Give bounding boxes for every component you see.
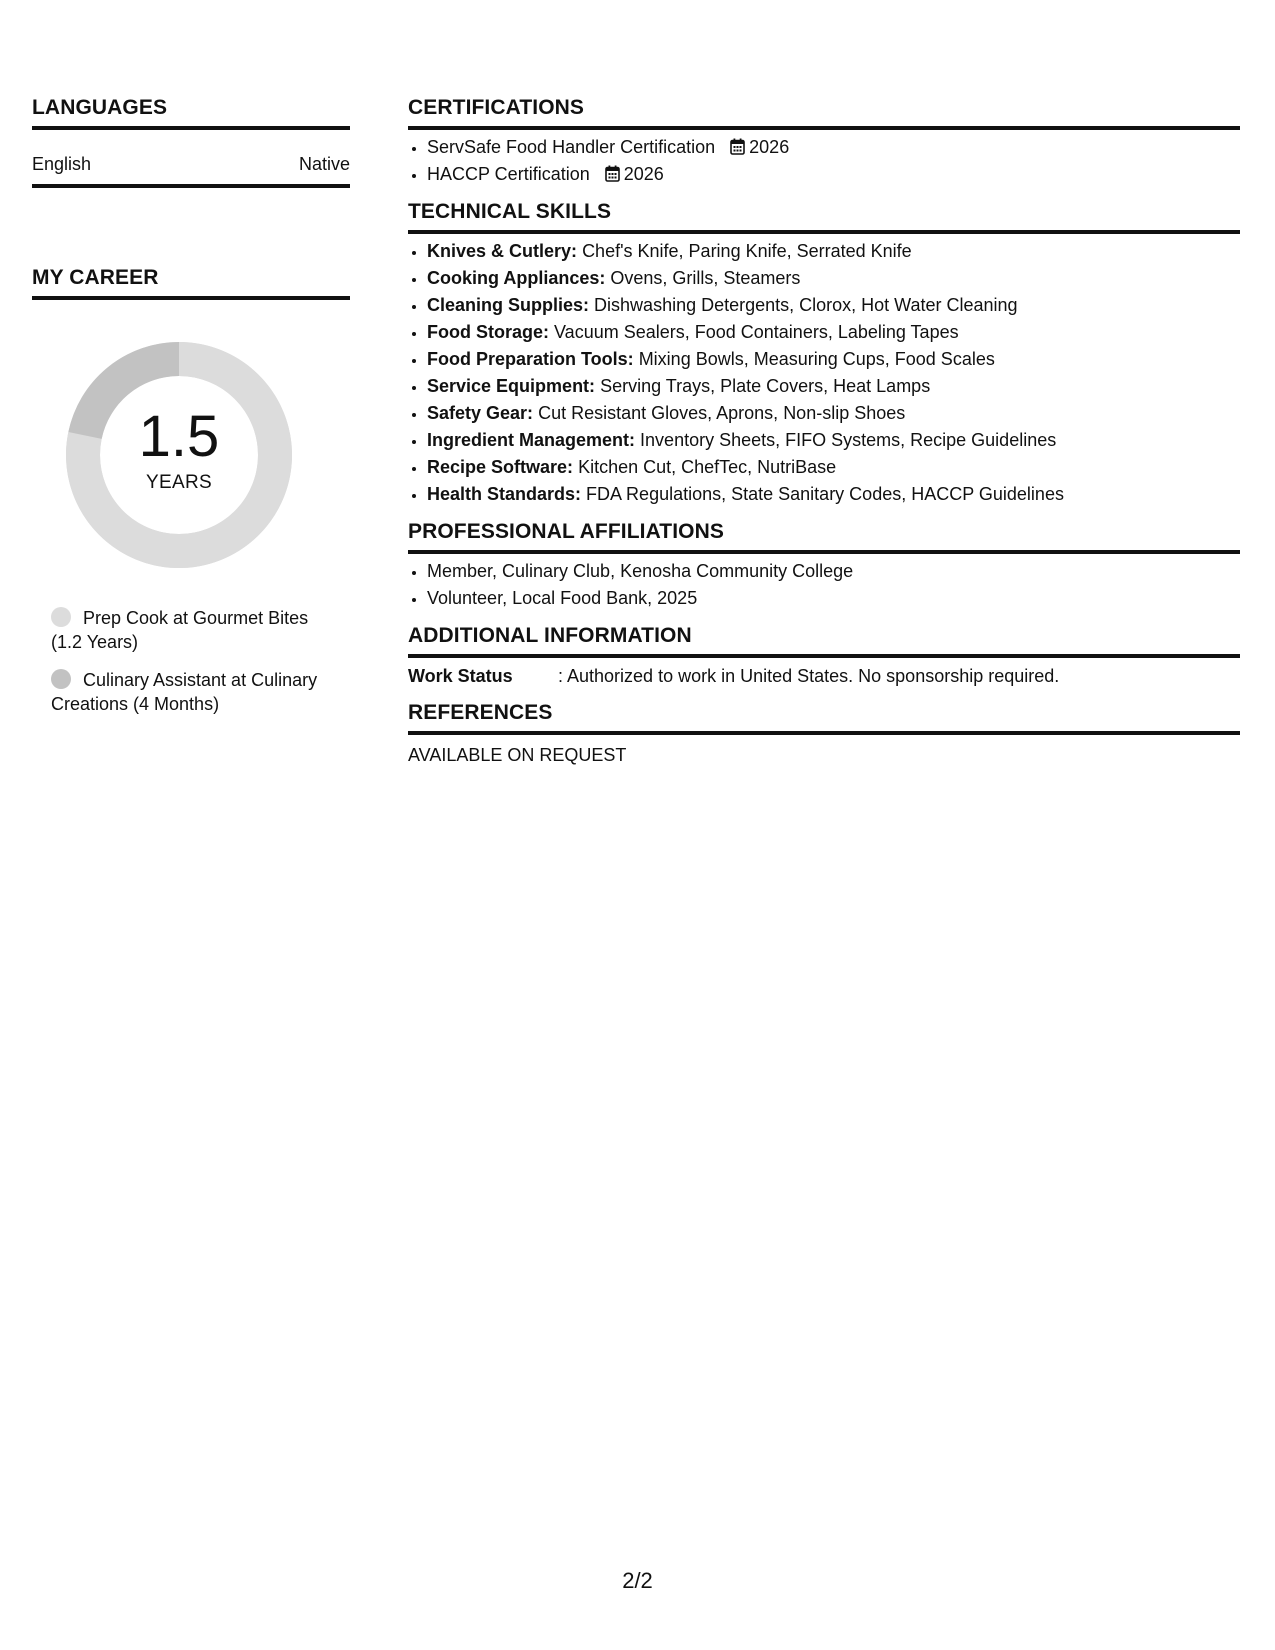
technical-skills-list: [408, 234, 1240, 520]
career-donut-chart: [66, 342, 292, 568]
skill-label: Ingredient Management:: [427, 430, 636, 450]
skill-label: Cooking Appliances:: [427, 268, 606, 288]
work-status-row: [408, 658, 1240, 701]
technical-skills-section: [408, 200, 1240, 520]
skill-label: Knives & Cutlery:: [427, 241, 578, 261]
skill-value: FDA Regulations, State Sanitary Codes, HACCP Guidelines: [586, 484, 1064, 504]
language-row: [32, 130, 350, 188]
skill-item: [427, 481, 1240, 508]
skill-item: [427, 292, 1240, 319]
skill-value: Inventory Sheets, FIFO Systems, Recipe Guidelines: [640, 430, 1057, 450]
skill-value: Chef's Knife, Paring Knife, Serrated Knife: [582, 241, 912, 261]
career-total-unit: YEARS: [146, 472, 212, 493]
skill-item: [427, 373, 1240, 400]
career-heading: MY CAREER: [32, 266, 350, 300]
legend-label: Prep Cook at Gourmet Bites (1.2 Years): [51, 608, 309, 652]
skill-item: [427, 265, 1240, 292]
certification-year: 2026: [749, 137, 790, 157]
skill-label: Service Equipment:: [427, 376, 596, 396]
skill-item: [427, 238, 1240, 265]
skill-item: [427, 400, 1240, 427]
certification-item: [427, 161, 1240, 188]
skill-value: Dishwashing Detergents, Clorox, Hot Water Cleaning: [594, 295, 1018, 315]
references-heading: REFERENCES: [408, 701, 1240, 735]
certifications-list: [408, 130, 1240, 200]
right-column: [408, 96, 1240, 766]
certification-name: ServSafe Food Handler Certification: [427, 137, 716, 157]
references-text: AVAILABLE ON REQUEST: [408, 745, 627, 765]
calendar-icon: [605, 165, 620, 182]
page-number: 2/2: [622, 1568, 653, 1593]
legend-item: [51, 606, 331, 654]
certifications-section: [408, 96, 1240, 200]
skill-value: Serving Trays, Plate Covers, Heat Lamps: [600, 376, 931, 396]
legend-label: Culinary Assistant at Culinary Creations (4 Months): [51, 670, 318, 714]
skill-label: Food Preparation Tools:: [427, 349, 634, 369]
work-status-label: Work Status: [408, 666, 513, 686]
skill-item: [427, 319, 1240, 346]
skill-item: [427, 454, 1240, 481]
affiliation-item: • Member, Culinary Club, Kenosha Community College: [427, 558, 1240, 585]
certification-year: 2026: [623, 164, 664, 184]
legend-dot: [51, 669, 71, 689]
career-total-years: 1.5: [138, 404, 220, 469]
skill-value: Mixing Bowls, Measuring Cups, Food Scales: [638, 349, 995, 369]
skill-label: Safety Gear:: [427, 403, 534, 423]
certification-name: HACCP Certification: [427, 164, 590, 184]
certification-item: [427, 134, 1240, 161]
career-legend: [51, 606, 331, 716]
skill-label: Cleaning Supplies:: [427, 295, 590, 315]
technical-skills-heading: TECHNICAL SKILLS: [408, 200, 1240, 234]
language-name: English: [32, 154, 92, 174]
skill-value: Vacuum Sealers, Food Containers, Labeling Tapes: [554, 322, 959, 342]
calendar-icon: [730, 138, 745, 155]
affiliations-section: [408, 520, 1240, 624]
skill-label: Health Standards:: [427, 484, 582, 504]
skill-value: Cut Resistant Gloves, Aprons, Non-slip Shoes: [538, 403, 906, 423]
skill-value: Kitchen Cut, ChefTec, NutriBase: [578, 457, 837, 477]
skill-item: [427, 346, 1240, 373]
left-column: [32, 96, 350, 730]
work-status-value: : Authorized to work in United States. No sponsorship required.: [558, 666, 1060, 686]
skill-label: Food Storage:: [427, 322, 549, 342]
languages-section: [32, 96, 350, 188]
skill-item: [427, 427, 1240, 454]
donut-center-label: [66, 342, 292, 568]
references-section: [408, 701, 1240, 766]
skill-value: Ovens, Grills, Steamers: [610, 268, 801, 288]
skill-label: Recipe Software:: [427, 457, 574, 477]
language-level: Native: [298, 154, 350, 174]
additional-info-heading: ADDITIONAL INFORMATION: [408, 624, 1240, 658]
legend-dot: [51, 607, 71, 627]
additional-info-section: [408, 624, 1240, 701]
affiliation-item: • Volunteer, Local Food Bank, 2025: [427, 585, 1240, 612]
career-section: [32, 266, 350, 716]
legend-item: [51, 668, 331, 716]
affiliations-heading: PROFESSIONAL AFFILIATIONS: [408, 520, 1240, 554]
certifications-heading: CERTIFICATIONS: [408, 96, 1240, 130]
affiliations-list: [408, 554, 1240, 624]
languages-heading: LANGUAGES: [32, 96, 350, 130]
